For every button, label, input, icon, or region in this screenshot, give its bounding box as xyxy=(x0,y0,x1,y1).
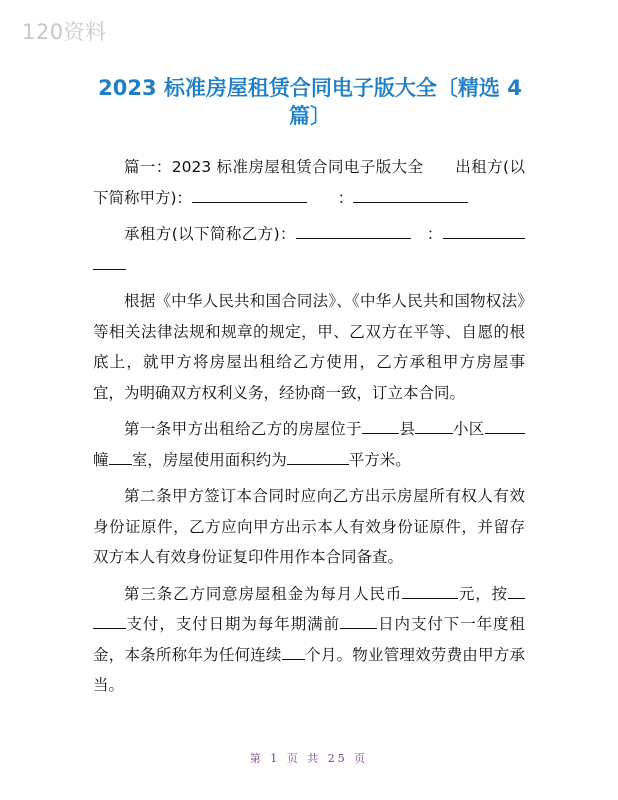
text: 小区 xyxy=(452,420,485,438)
text: ： xyxy=(426,225,443,243)
text: 元，按 xyxy=(457,584,508,603)
blank-line xyxy=(296,222,411,239)
blank-line xyxy=(282,642,305,659)
text: 县 xyxy=(399,420,416,438)
text: 平方米。 xyxy=(348,450,411,469)
paragraph-parties-lessee xyxy=(93,219,525,280)
text: 承租方(以下简称乙方)： xyxy=(124,225,296,243)
paragraph-parties-lessor xyxy=(93,152,525,213)
document-title: 2023 标准房屋租赁合同电子版大全〔精选 4 篇〕 xyxy=(98,76,522,128)
watermark: 120资料 xyxy=(22,20,107,44)
paragraph-article-2: 第二条甲方签订本合同时应向乙方出示房屋所有权人有效身份证原件，乙方应向甲方出示本人有效身份证原件，并留存双方本人有效身份证复印件用作本合同备查。 xyxy=(93,487,525,566)
paragraph-preamble: 根据《中华人民共和国合同法》、《中华人民共和国物权法》等相关法律法规和规章的规定，甲、乙双方在平等、自愿的根底上，就甲方将房屋出租给乙方使用，乙方承租甲方房屋事宜，为明确双方权利义务，经协商一致，订立本合同。 xyxy=(93,292,525,402)
blank-line xyxy=(508,417,525,434)
text: ： xyxy=(337,188,354,207)
blank-line xyxy=(353,185,468,202)
blank-line xyxy=(415,417,452,434)
blank-line xyxy=(287,447,349,464)
blank-line xyxy=(109,447,132,464)
text: 室，房屋使用面积约为 xyxy=(131,450,287,469)
text: 第三条乙方同意房屋租金为每月人民币 xyxy=(124,584,403,603)
blank-line xyxy=(402,581,458,598)
paragraph-article-3 xyxy=(93,579,525,701)
text: 个月。物业管理效劳费由甲方承当。 xyxy=(93,645,525,694)
paragraph-article-1 xyxy=(93,414,525,475)
text: 日内支付下一年度租金，本条所称年为任何连续 xyxy=(93,615,525,664)
text: 篇一：2023 标准房屋租赁合同电子版大全 出租方(以下简称甲方)： xyxy=(93,158,525,207)
blank-line xyxy=(443,222,525,239)
text: 第一条甲方出租给乙方的房屋位于 xyxy=(124,420,362,438)
blank-line xyxy=(93,252,126,269)
blank-line xyxy=(340,612,377,629)
blank-line xyxy=(93,612,126,629)
blank-line xyxy=(485,417,508,434)
document-body xyxy=(93,152,525,707)
blank-line xyxy=(362,417,399,434)
text: 幢 xyxy=(93,450,109,469)
blank-line xyxy=(508,581,525,598)
text: 支付，支付日期为每年期满前 xyxy=(125,615,340,633)
blank-line xyxy=(192,185,307,202)
page-footer: 第 1 页 共 25 页 xyxy=(249,752,369,765)
